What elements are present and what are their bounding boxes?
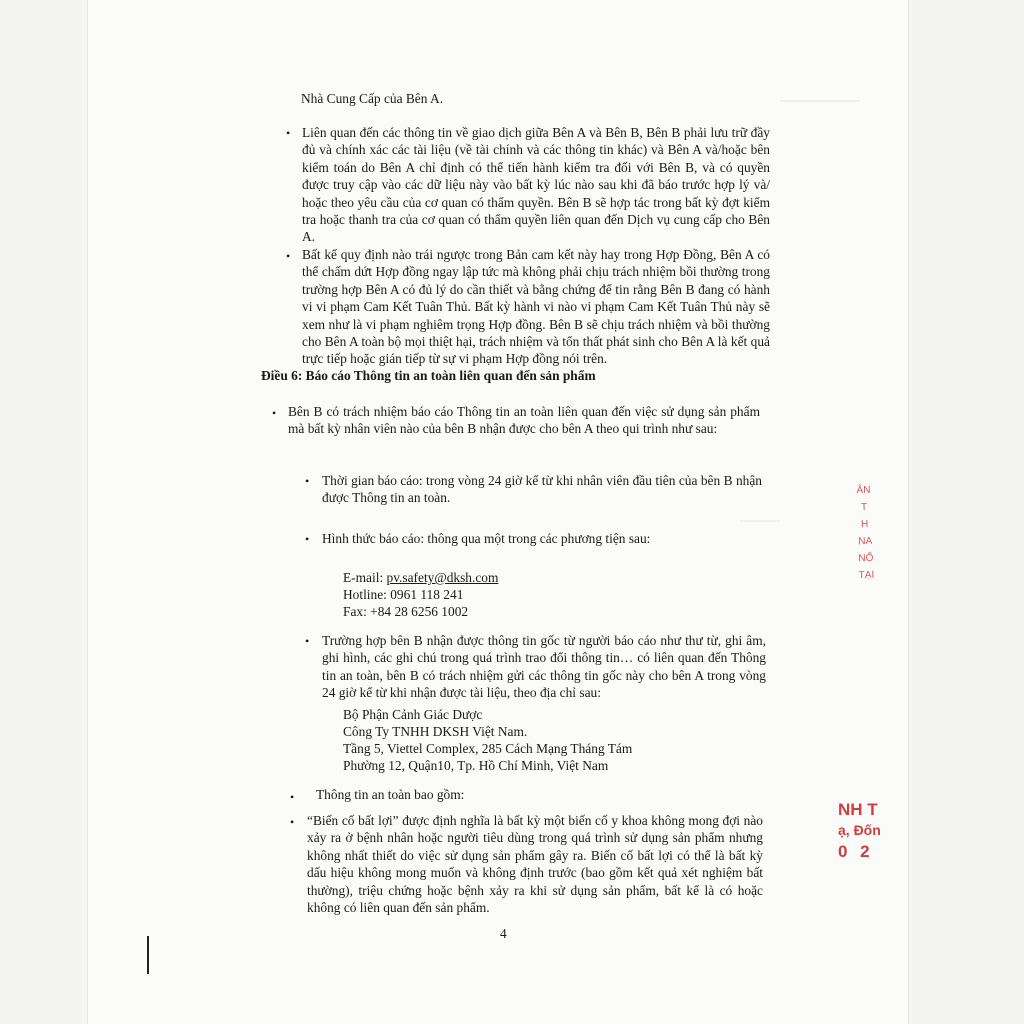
section-heading: Điều 6: Báo cáo Thông tin an toàn liên quan đến sản phẩm <box>261 368 596 383</box>
paragraph-report-obligation: Bên B có trách nhiệm báo cáo Thông tin an toàn liên quan đến việc sử dụng sản phẩm mà bất kỳ nhân viên nào của bên B nhận được cho bên A theo qui trình như sau: <box>288 404 760 437</box>
email-label: E-mail: <box>343 570 387 585</box>
address-line: Bộ Phận Cảnh Giác Dược <box>343 707 483 722</box>
page-number: 4 <box>500 926 507 941</box>
stamp-fragment-top <box>850 482 880 585</box>
stamp-text: ạ, Đốn <box>838 822 881 838</box>
contact-block <box>343 569 498 620</box>
email-line <box>343 569 498 586</box>
lead-text: Nhà Cung Cấp của Bên A. <box>301 91 444 106</box>
bullet-glyph: • <box>290 790 295 804</box>
paragraph-safety-info: Thông tin an toàn bao gồm: <box>316 787 465 802</box>
bleed-mark <box>740 520 780 522</box>
paragraph-original-documents: Trường hợp bên B nhận được thông tin gốc từ người báo cáo như thư từ, ghi âm, ghi hình, các ghi chú trong quá trình trao đổi thông tin… có liên quan đến Thông tin an toàn, bên B có trách nhiệm gửi các thông tin gốc này cho bên A trong vòng 24 giờ kể từ khi nhận được tài liệu, theo địa chỉ sau: <box>322 633 766 701</box>
bullet-glyph: • <box>305 474 310 488</box>
address-line: Tầng 5, Viettel Complex, 285 Cách Mạng Tháng Tám <box>343 741 633 756</box>
bullet-glyph: • <box>305 634 310 648</box>
bullet-glyph: • <box>286 249 291 263</box>
stamp-text: ÂN <box>856 484 871 497</box>
binding-edge-mark <box>147 936 149 974</box>
bullet-glyph: • <box>272 406 277 420</box>
stamp-text: TẠI <box>858 569 875 582</box>
paragraph-adverse-event: “Biến cố bất lợi” được định nghĩa là bất kỳ một biến cố y khoa không mong đợi nào xảy ra ở bệnh nhân hoặc người tiêu dùng trong quá trình sử dụng sản phẩm nhưng không nhất thiết do việc sử dụng sản phẩm gây ra. Biến cố bất lợi có thể là bất kỳ dấu hiệu không mong muốn và không định trước (bao gồm kết quả xét nghiệm bất thường), triệu chứng hoặc bệnh xảy ra khi sử dụng sản phẩm, bất kể là có hoặc không có liên quan đến sản phẩm. <box>307 813 763 916</box>
paragraph-termination: Bất kể quy định nào trái ngược trong Bản cam kết này hay trong Hợp Đồng, Bên A có thể chấm dứt Hợp đồng ngay lập tức mà không phải chịu trách nhiệm bồi thường trong trường hợp Bên A có đủ lý do cần thiết và bằng chứng để tin rằng Bên B đang có hành vi vi phạm Cam Kết Tuân Thủ. Bất kỳ hành vi nào vi phạm Cam Kết Tuân Thủ này sẽ xem như là vi phạm nghiêm trọng Hợp đồng. Bên B sẽ chịu trách nhiệm và bồi thường cho Bên A toàn bộ mọi thiệt hại, trách nhiệm và tổn thất phát sinh cho Bên A là kết quả trực tiếp hoặc gián tiếp từ sự vi phạm Hợp đồng nói trên. <box>302 247 770 367</box>
address-block <box>343 706 632 774</box>
stamp-text: 0 2 <box>838 842 874 861</box>
hotline-line: Hotline: 0961 118 241 <box>343 587 464 602</box>
stamp-text: NỐ <box>858 552 874 565</box>
paragraph-report-time: Thời gian báo cáo: trong vòng 24 giờ kể từ khi nhân viên đầu tiên của bên B nhận được Thông tin an toàn. <box>322 473 762 506</box>
stamp-text: T <box>860 501 868 514</box>
email-link[interactable]: pv.safety@dksh.com <box>386 570 499 585</box>
stamp-text: NA <box>858 535 873 548</box>
fax-line: Fax: +84 28 6256 1002 <box>343 604 469 619</box>
paragraph-audit-rights: Liên quan đến các thông tin về giao dịch giữa Bên A và Bên B, Bên B phải lưu trữ đầy đủ và chính xác các tài liệu (về tài chính và các thông tin khác) và Bên A và/hoặc bên kiểm toán do Bên A chỉ định có thể tiến hành kiểm tra đối với Bên B, và có quyền được truy cập vào các dữ liệu này vào bất kỳ lúc nào sau khi đã báo trước hợp lý và/ hoặc theo yêu cầu của cơ quan có thẩm quyền. Bên B sẽ hợp tác trong bất kỳ đợt kiểm tra hoặc thanh tra của cơ quan có thẩm quyền liên quan đến Dịch vụ cung cấp cho Bên A. <box>302 125 770 245</box>
address-line: Công Ty TNHH DKSH Việt Nam. <box>343 724 528 739</box>
stamp-fragment-bottom <box>838 800 888 862</box>
stamp-text: NH T <box>838 800 878 819</box>
bullet-glyph: • <box>290 815 295 829</box>
bullet-glyph: • <box>286 126 291 140</box>
bullet-glyph: • <box>305 532 310 546</box>
address-line: Phường 12, Quận10, Tp. Hồ Chí Minh, Việt Nam <box>343 758 609 773</box>
bleed-mark <box>780 100 860 102</box>
paragraph-report-method: Hình thức báo cáo: thông qua một trong các phương tiện sau: <box>322 531 651 546</box>
stamp-text: H <box>860 518 869 531</box>
